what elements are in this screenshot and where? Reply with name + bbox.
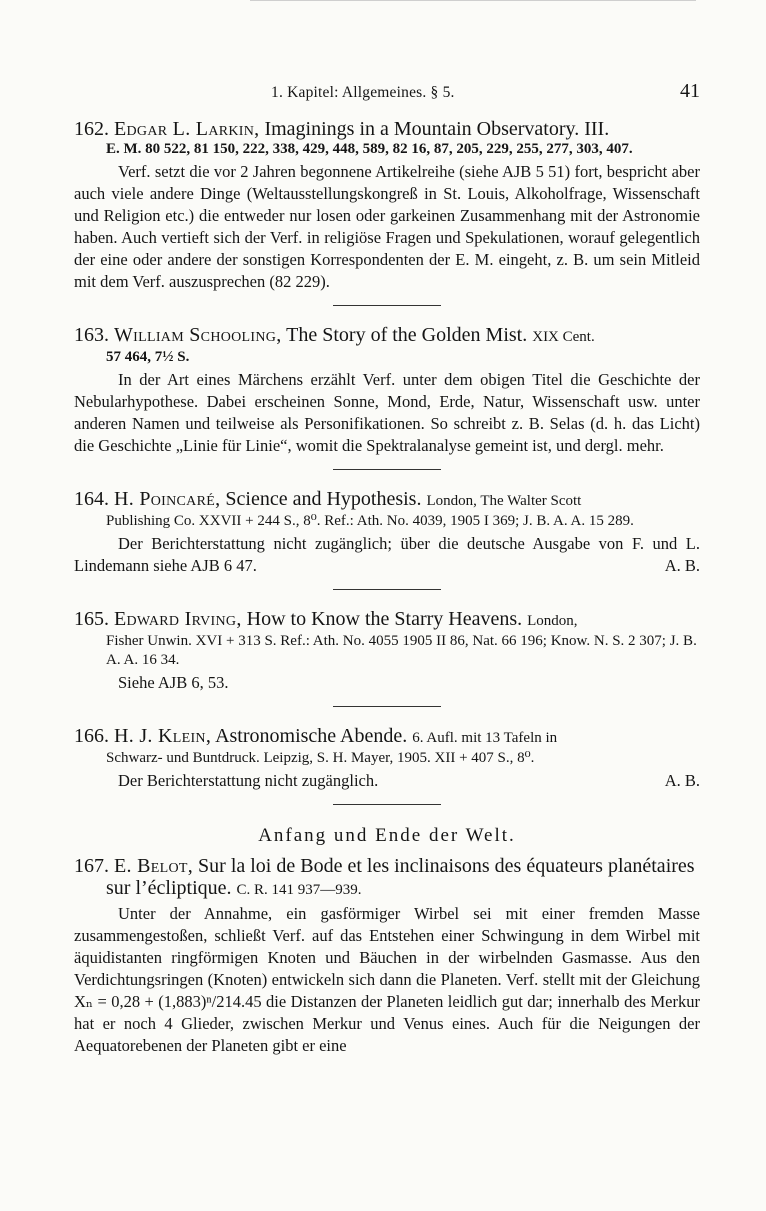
entry-signature: A. B. bbox=[664, 556, 700, 575]
entry-body: In der Art eines Märchens erzählt Verf. unter dem obigen Titel die Geschichte der Nebularhypothese. Dabei erscheinen Sonne, Mond, Erde, Natur, Wissenschaft usw. unter anderen Namen und teilweise als Personifikationen. So schreibt z. B. Selas (d. h. das Licht) die Geschichte „Linie für Linie“, womit die Spektralanalyse gemeint ist, und dergl. mehr. bbox=[74, 370, 700, 455]
entry-body: Verf. setzt die vor 2 Jahren begonnene Artikelreihe (siehe AJB 5 51) fort, bespricht aber auch viele andere Dinge (Weltausstellungskongreß in St. Louis, Alkoholfrage, Wissenschaft und Religion etc.) die entweder nur losen oder garkeinen Zusammenhang mit der Astronomie haben. Auch vertieft sich der Verf. in religiöse Fragen und Spekulationen, worauf gelegentlich der eine oder andere der sonstigen Korrespondenten der E. M. eingeht, z. B. um sein Mitleid mit dem Verf. auszusprechen (82 229). bbox=[74, 162, 700, 291]
entry-number: 164. bbox=[74, 488, 109, 510]
entry-author: H. J. Klein, bbox=[114, 725, 212, 747]
separator bbox=[333, 589, 441, 590]
page-number: 41 bbox=[680, 80, 700, 102]
entry-body bbox=[74, 770, 700, 792]
entry-164 bbox=[74, 488, 700, 577]
entry-number: 167. bbox=[74, 855, 109, 877]
entry-body: Siehe AJB 6, 53. bbox=[118, 673, 229, 692]
entry-title: How to Know the Starry Heavens. bbox=[246, 608, 523, 630]
entry-162 bbox=[74, 118, 700, 293]
top-rule bbox=[250, 0, 696, 1]
entry-author: Edward Irving, bbox=[114, 608, 242, 630]
entry-number: 162. bbox=[74, 118, 109, 140]
entry-source: 6. Aufl. mit 13 Tafeln in bbox=[412, 730, 558, 746]
entry-167 bbox=[74, 855, 700, 1057]
entry-number: 165. bbox=[74, 608, 109, 630]
entry-title: Sur la loi de Bode et les inclinaisons des équateurs planétaires sur l’écliptique. bbox=[106, 855, 695, 899]
separator bbox=[333, 804, 441, 805]
entry-author: E. Belot, bbox=[114, 855, 194, 877]
entry-source: London, The Walter Scott bbox=[426, 493, 582, 509]
entry-references: E. M. 80 522, 81 150, 222, 338, 429, 448, 589, 82 16, 87, 205, 229, 255, 277, 303, 407. bbox=[106, 141, 633, 157]
separator bbox=[333, 305, 441, 306]
entry-author: Edgar L. Larkin, bbox=[114, 118, 260, 140]
entry-signature: A. B. bbox=[664, 771, 700, 790]
entry-author: H. Poincaré, bbox=[114, 488, 221, 510]
entry-body bbox=[74, 533, 700, 577]
running-header bbox=[74, 80, 700, 110]
entry-references: 57 464, 7½ S. bbox=[106, 349, 190, 365]
page bbox=[74, 80, 700, 1057]
entry-163 bbox=[74, 324, 700, 457]
entry-body-text: Der Berichterstattung nicht zugänglich. bbox=[118, 771, 379, 790]
entry-166 bbox=[74, 725, 700, 792]
entry-number: 163. bbox=[74, 324, 109, 346]
entry-title: The Story of the Golden Mist. bbox=[286, 324, 528, 346]
entry-165 bbox=[74, 608, 700, 694]
entry-references: Publishing Co. XXVII + 244 S., 8⁰. Ref.: Ath. No. 4039, 1905 I 369; J. B. A. A. 15 289. bbox=[106, 513, 634, 529]
entry-source: C. R. 141 937—939. bbox=[236, 882, 362, 898]
section-title: Anfang und Ende der Welt. bbox=[258, 825, 516, 846]
separator bbox=[333, 469, 441, 470]
entry-source: London, bbox=[527, 613, 578, 629]
entry-references: Fisher Unwin. XVI + 313 S. Ref.: Ath. No. 4055 1905 II 86, Nat. 66 196; Know. N. S. 2 307; J. B. A. A. 16 34. bbox=[106, 633, 697, 668]
entry-title: Science and Hypothesis. bbox=[225, 488, 422, 510]
entry-body-text: Der Berichterstattung nicht zugänglich; über die deutsche Ausgabe von F. und L. Lindemann siehe AJB 6 47. bbox=[74, 534, 700, 575]
entry-author: William Schooling, bbox=[114, 324, 282, 346]
chapter-heading: 1. Kapitel: Allgemeines. § 5. bbox=[271, 84, 455, 101]
entry-number: 166. bbox=[74, 725, 109, 747]
entry-title: Imaginings in a Mountain Observatory. III. bbox=[264, 118, 610, 140]
entry-source: XIX Cent. bbox=[532, 329, 595, 345]
entry-references: Schwarz- und Buntdruck. Leipzig, S. H. Mayer, 1905. XII + 407 S., 8⁰. bbox=[106, 750, 535, 766]
separator bbox=[333, 706, 441, 707]
entry-body: Unter der Annahme, ein gasförmiger Wirbel sei mit einer fremden Masse zusammengestoßen, schließt Verf. auf das Entstehen einer Schwingung in dem Wirbel mit äquidistanten ringförmigen Knoten und Bäuchen in der wirbelnden Gasmasse. Aus den Verdichtungsringen (Knoten) entwickeln sich dann die Planeten. Verf. stellt mit der Gleichung Xₙ = 0,28 + (1,883)ⁿ/214.45 die Distanzen der Planeten leidlich gut dar; innerhalb des Merkur hat er noch 4 Glieder, zwischen Merkur und Venus eines. Auch für die Neigungen der Aequatorebenen der Planeten gibt er eine bbox=[74, 904, 700, 1055]
entry-title: Astronomische Abende. bbox=[215, 725, 408, 747]
